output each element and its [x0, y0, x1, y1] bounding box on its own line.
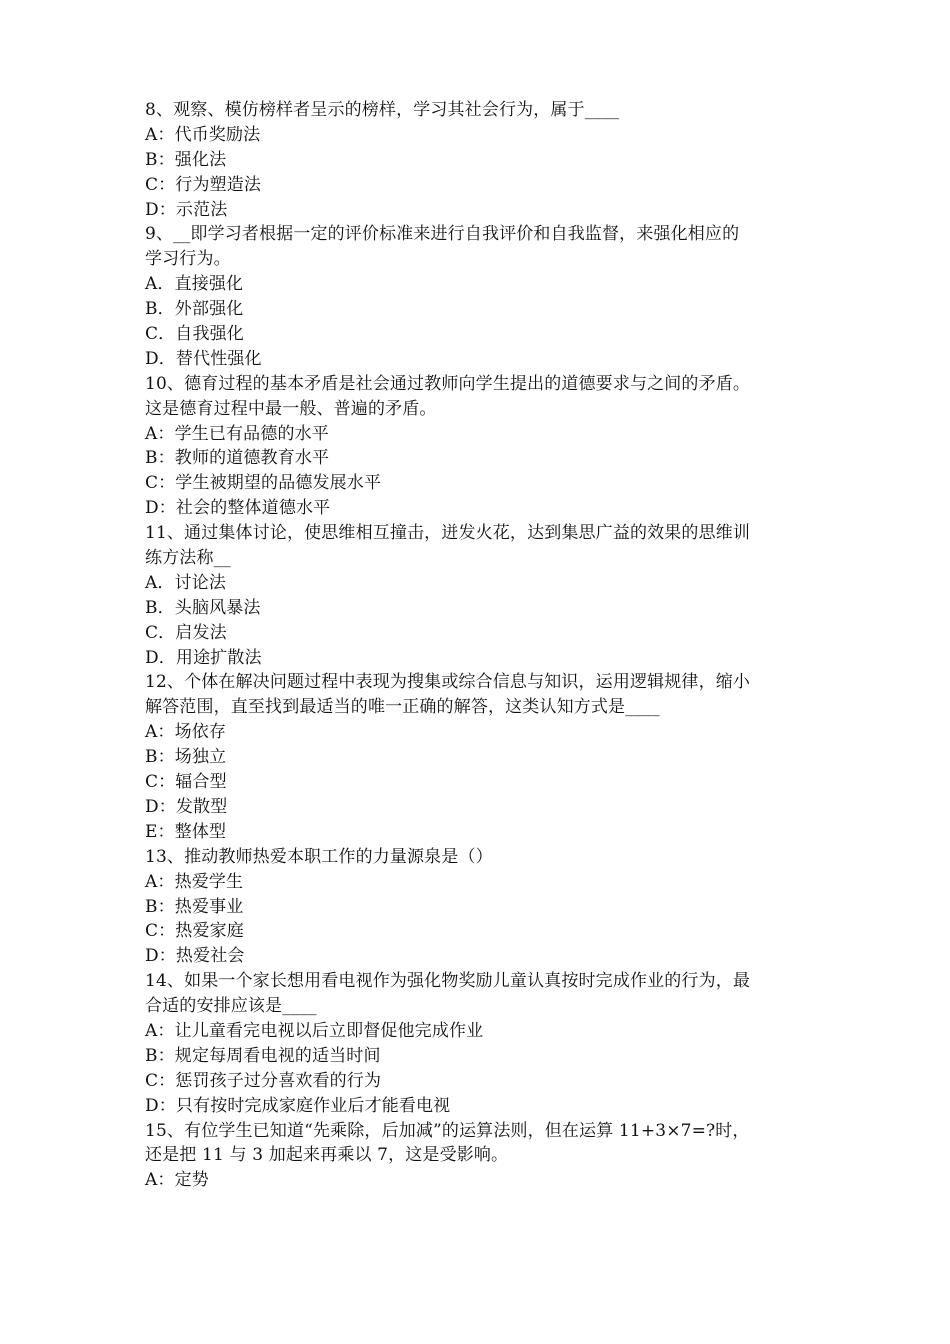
option-d: D：发散型 — [145, 796, 228, 817]
option-d: D：热爱社会 — [145, 946, 245, 967]
option-d: D．用途扩散法 — [145, 647, 262, 668]
option-b: B：规定每周看电视的适当时间 — [145, 1045, 381, 1066]
question-14 — [145, 969, 825, 1118]
option-a: A：让儿童看完电视以后立即督促他完成作业 — [145, 1020, 484, 1041]
question-text-cont: 这是德育过程中最一般、普遍的矛盾。 — [145, 398, 437, 419]
question-text-cont: 学习行为。 — [145, 249, 231, 270]
option-a: A：代币奖励法 — [145, 124, 261, 145]
question-text-cont: 解答范围，直至找到最适当的唯一正确的解答，这类认知方式是____ — [145, 697, 660, 718]
option-c: C：热爱家庭 — [145, 921, 244, 942]
question-text: 15、有位学生已知道“先乘除，后加减”的运算法则，但在运算 11+3×7=?时， — [145, 1120, 750, 1141]
option-a: A：场依存 — [145, 722, 227, 743]
option-c: C：辐合型 — [145, 772, 227, 793]
option-a: A．讨论法 — [145, 572, 227, 593]
option-c: C．自我强化 — [145, 324, 244, 345]
option-a: A：定势 — [145, 1170, 209, 1191]
option-c: C．启发法 — [145, 622, 227, 643]
question-text-cont: 练方法称__ — [145, 548, 231, 569]
question-text: 12、个体在解决问题过程中表现为搜集或综合信息与知识，运用逻辑规律，缩小 — [145, 672, 751, 693]
question-13 — [145, 845, 825, 969]
option-b: B．头脑风暴法 — [145, 597, 261, 618]
question-11 — [145, 521, 825, 670]
option-b: B：强化法 — [145, 149, 227, 170]
question-9 — [145, 222, 825, 371]
option-b: B：教师的道德教育水平 — [145, 448, 330, 469]
question-8 — [145, 98, 825, 222]
option-c: C：学生被期望的品德发展水平 — [145, 473, 382, 494]
option-d: D：示范法 — [145, 199, 228, 220]
question-text: 13、推动教师热爱本职工作的力量源泉是（） — [145, 846, 493, 867]
question-text: 9、__即学习者根据一定的评价标准来进行自我评价和自我监督，来强化相应的 — [145, 224, 740, 245]
option-b: B：场独立 — [145, 747, 227, 768]
option-d: D：只有按时完成家庭作业后才能看电视 — [145, 1095, 451, 1116]
question-text: 11、通过集体讨论，使思维相互撞击，迸发火花，达到集思广益的效果的思维训 — [145, 523, 751, 544]
option-c: C：行为塑造法 — [145, 174, 262, 195]
question-12 — [145, 670, 825, 844]
option-c: C：惩罚孩子过分喜欢看的行为 — [145, 1070, 382, 1091]
option-b: B：热爱事业 — [145, 896, 244, 917]
option-a: A：学生已有品德的水平 — [145, 423, 329, 444]
question-15 — [145, 1119, 825, 1194]
option-d: D：社会的整体道德水平 — [145, 498, 331, 519]
option-a: A：热爱学生 — [145, 871, 244, 892]
document-page — [145, 98, 825, 1193]
option-b: B．外部强化 — [145, 299, 244, 320]
question-text-cont: 还是把 11 与 3 加起来再乘以 7，这是受影响。 — [145, 1145, 509, 1166]
question-10 — [145, 372, 825, 521]
option-d: D．替代性强化 — [145, 348, 262, 369]
question-text: 10、德育过程的基本矛盾是社会通过教师向学生提出的道德要求与之间的矛盾。 — [145, 373, 751, 394]
question-text: 14、如果一个家长想用看电视作为强化物奖励儿童认真按时完成作业的行为，最 — [145, 971, 751, 992]
option-a: A．直接强化 — [145, 274, 244, 295]
question-text: 8、观察、模仿榜样者呈示的榜样，学习其社会行为，属于____ — [145, 100, 620, 120]
option-e: E：整体型 — [145, 821, 227, 842]
question-text-cont: 合适的安排应该是____ — [145, 996, 317, 1017]
